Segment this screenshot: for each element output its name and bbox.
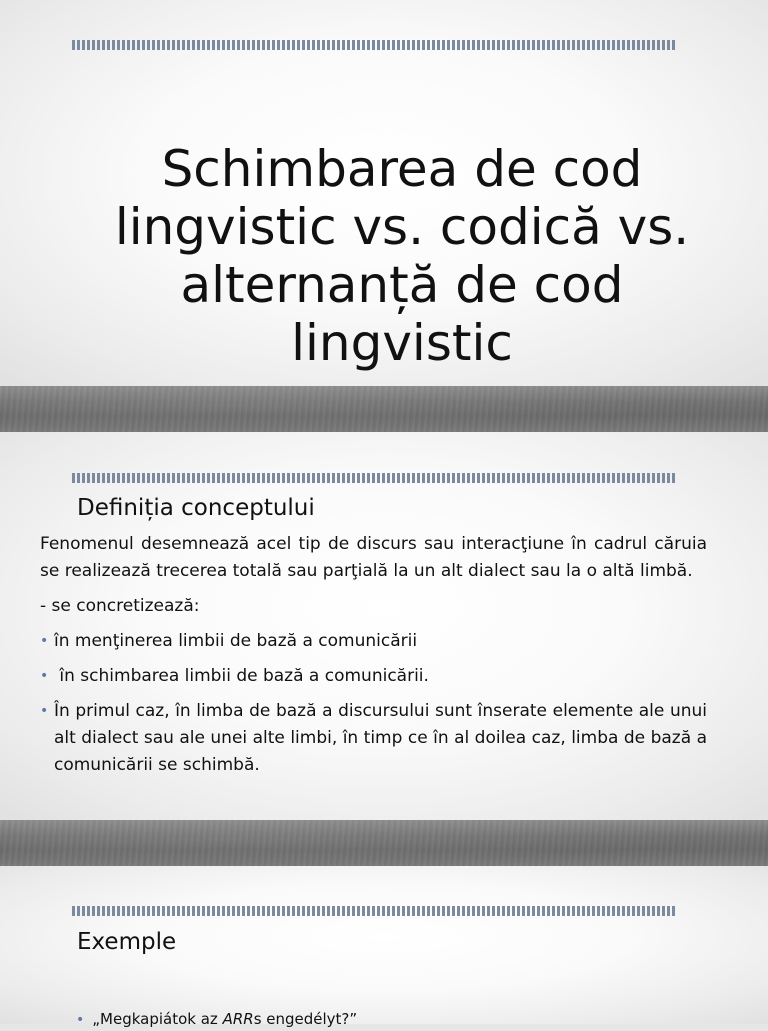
bullet-list: [40, 628, 707, 779]
list-item-text: În primul caz, în limba de bază a discursului sunt înserate elemente ale unui alt dialect sau ale unei alte limbi, în timp ce în al doilea caz, limba de bază a comunicării se schimbă.: [54, 701, 707, 775]
example-text-start: „Megkapiátok az: [92, 1010, 223, 1028]
title-slide: [0, 0, 768, 386]
intro-line: - se concretizează:: [40, 596, 200, 616]
presentation-title: Schimbarea de cod lingvistic vs. codică vs. alternanță de cod lingvistic: [114, 140, 690, 372]
slide-heading: Exemple: [77, 929, 177, 955]
decorative-stripe: [72, 906, 676, 916]
bullet-icon: •: [40, 703, 49, 719]
example-item: [76, 1008, 357, 1031]
slide-separator: [0, 386, 768, 432]
slide-heading: Definiția conceptului: [77, 495, 315, 521]
list-item-text: în menţinerea limbii de bază a comunicării: [54, 631, 418, 651]
bullet-icon: •: [76, 1012, 85, 1028]
definition-slide: [0, 432, 768, 820]
example-text-end: s engedélyt?”: [253, 1010, 358, 1028]
slide-separator: [0, 820, 768, 866]
example-italic: ARR: [222, 1010, 254, 1028]
definition-paragraph: Fenomenul desemnează acel tip de discurs sau interacţiune în cadrul căruia se realizează trecerea totală sau parţială la un alt dialect sau la o altă limbă.: [40, 534, 707, 581]
examples-slide: [0, 866, 768, 1024]
list-item: [40, 663, 707, 690]
list-item: [40, 698, 707, 779]
decorative-stripe: [72, 40, 676, 50]
decorative-stripe: [72, 473, 676, 483]
bullet-icon: •: [40, 668, 49, 684]
list-item-text: în schimbarea limbii de bază a comunicării.: [54, 666, 429, 686]
slide-body: [40, 531, 707, 787]
bullet-icon: •: [40, 633, 49, 649]
list-item: [40, 628, 707, 655]
